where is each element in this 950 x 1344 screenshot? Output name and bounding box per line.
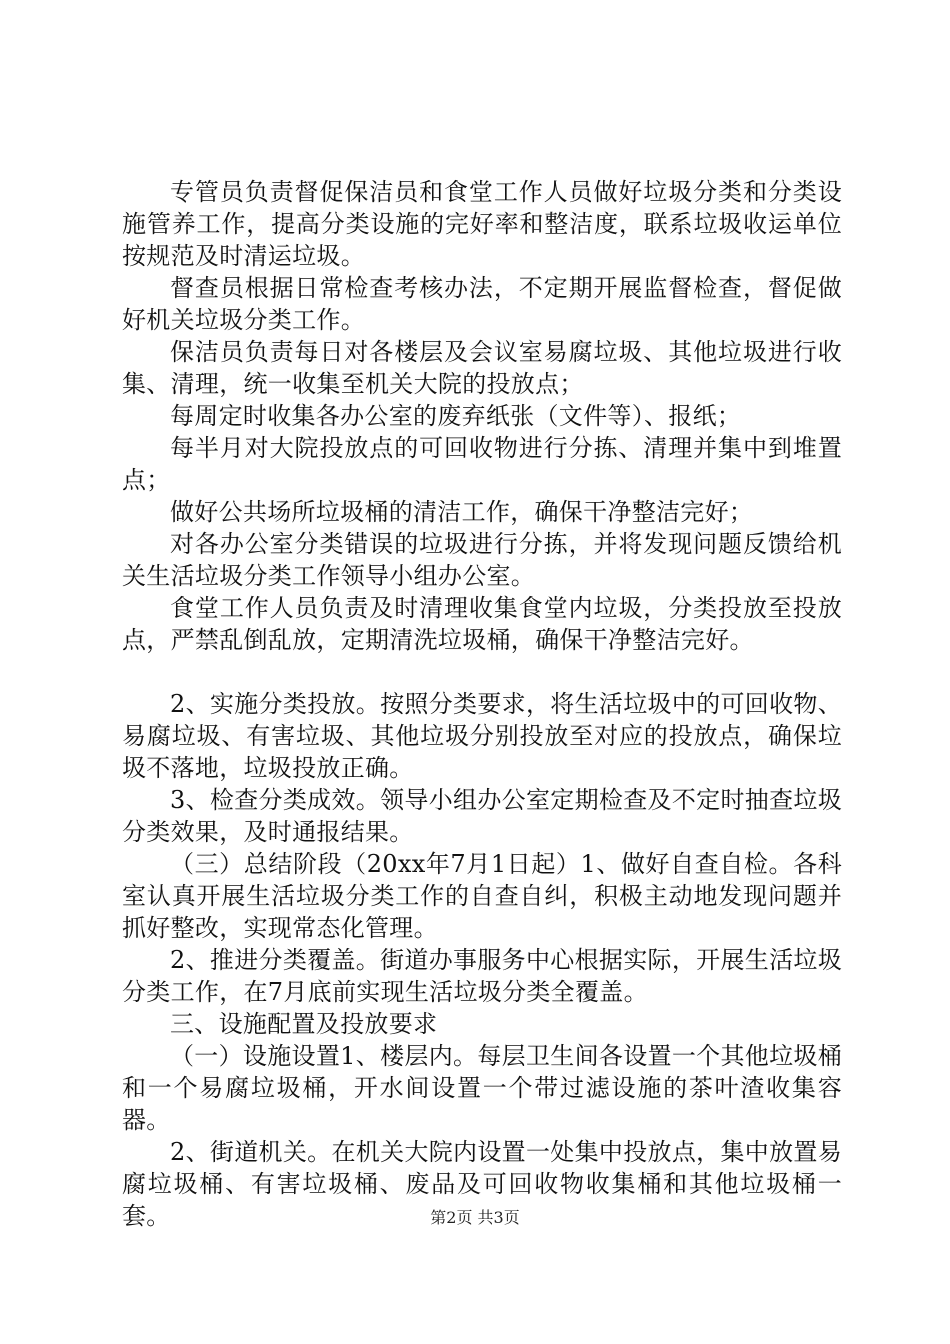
paragraph-canteen-duties: 食堂工作人员负责及时清理收集食堂内垃圾，分类投放至投放点，严禁乱倒乱放，定期清洗垃圾桶，确保干净整洁完好。 <box>122 594 842 654</box>
paragraph-public-bins: 做好公共场所垃圾桶的清洁工作，确保干净整洁完好； <box>170 498 754 526</box>
document-body <box>122 176 842 1232</box>
paragraph-summary-stage: （三）总结阶段（20xx年7月1日起）1、做好自查自检。各科室认真开展生活垃圾分类工作的自查自纠，积极主动地发现问题并抓好整改，实现常态化管理。 <box>122 850 842 942</box>
paragraph-manager-duties: 专管员负责督促保洁员和食堂工作人员做好垃圾分类和分类设施管养工作，提高分类设施的完好率和整洁度，联系垃圾收运单位按规范及时清运垃圾。 <box>122 178 842 270</box>
paragraph-cleaner-duties: 保洁员负责每日对各楼层及会议室易腐垃圾、其他垃圾进行收集、清理，统一收集至机关大院的投放点； <box>122 338 842 398</box>
paragraph-coverage: 2、推进分类覆盖。街道办事服务中心根据实际，开展生活垃圾分类工作，在7月底前实现生活垃圾分类全覆盖。 <box>122 946 842 1006</box>
paragraph-sorting-errors: 对各办公室分类错误的垃圾进行分拣，并将发现问题反馈给机关生活垃圾分类工作领导小组办公室。 <box>122 530 842 590</box>
paragraph-half-month-sorting: 每半月对大院投放点的可回收物进行分拣、清理并集中到堆置点； <box>122 434 842 494</box>
paragraph-street-office: 2、街道机关。在机关大院内设置一处集中投放点，集中放置易腐垃圾桶、有害垃圾桶、废品及可回收物收集桶和其他垃圾桶一套。 <box>122 1138 842 1230</box>
paragraph-weekly-paper: 每周定时收集各办公室的废弃纸张（文件等）、报纸； <box>170 402 742 430</box>
paragraph-check-results: 3、检查分类成效。领导小组办公室定期检查及不定时抽查垃圾分类效果，及时通报结果。 <box>122 786 842 846</box>
paragraph-inspector-duties: 督查员根据日常检查考核办法，不定期开展监督检查，督促做好机关垃圾分类工作。 <box>122 274 842 334</box>
page-number: 第2页 共3页 <box>430 1208 520 1227</box>
section-heading-facilities: 三、设施配置及投放要求 <box>170 1010 438 1038</box>
paragraph-floor-facilities: （一）设施设置1、楼层内。每层卫生间各设置一个其他垃圾桶和一个易腐垃圾桶，开水间设置一个带过滤设施的茶叶渣收集容器。 <box>122 1042 842 1134</box>
paragraph-sorted-disposal: 2、实施分类投放。按照分类要求，将生活垃圾中的可回收物、易腐垃圾、有害垃圾、其他垃圾分别投放至对应的投放点，确保垃圾不落地，垃圾投放正确。 <box>122 690 842 782</box>
